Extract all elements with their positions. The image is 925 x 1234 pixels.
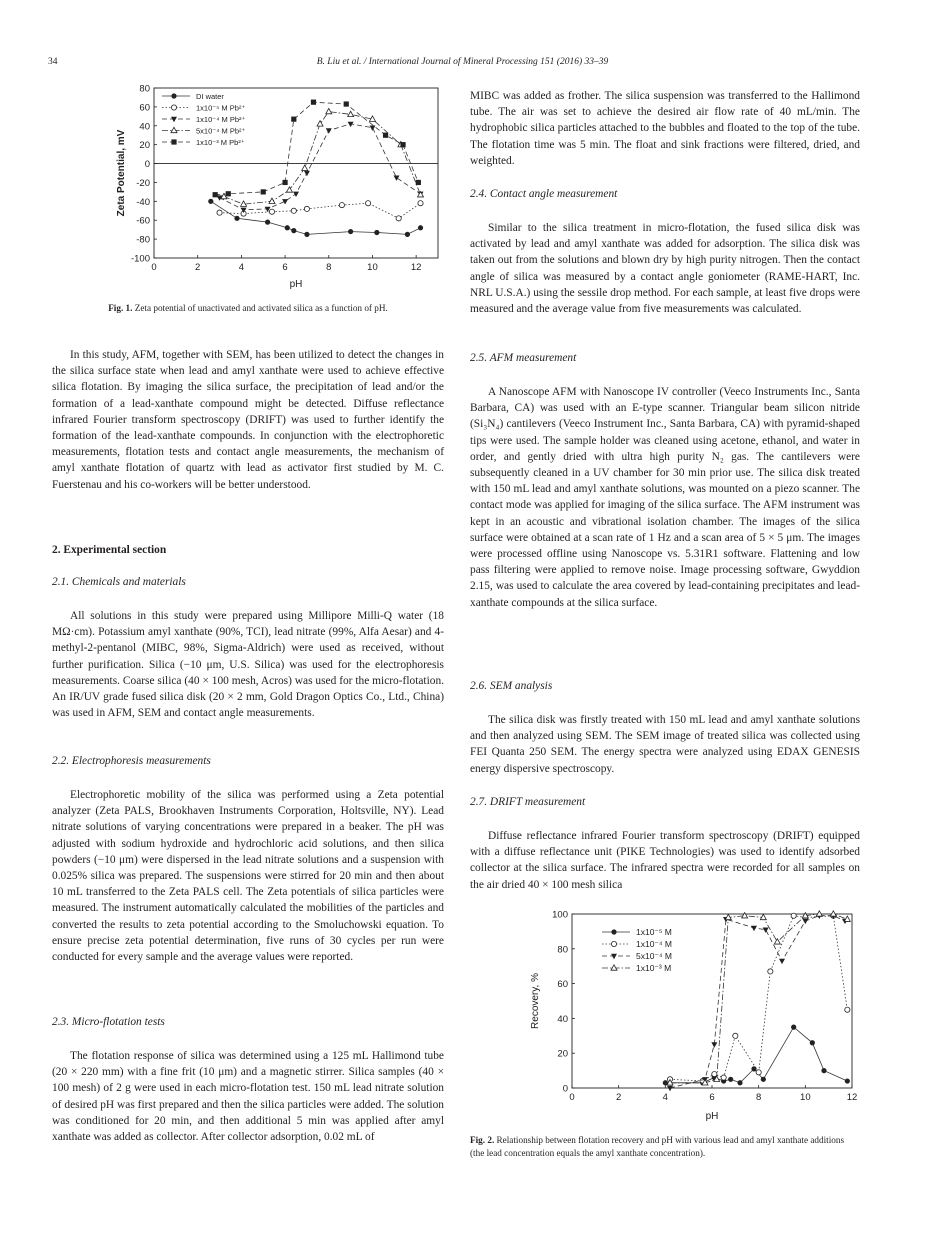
section-2-1-heading: 2.1. Chemicals and materials xyxy=(52,576,186,588)
x-tick-label: 12 xyxy=(846,1092,858,1103)
x-tick-label: 2 xyxy=(616,1092,622,1103)
y-tick-label: 60 xyxy=(139,102,150,114)
series-line xyxy=(220,203,421,218)
legend-label: 5x10⁻⁴ M Pb²⁺ xyxy=(196,126,246,136)
section-2-3-heading: 2.3. Micro-flotation tests xyxy=(52,1016,165,1028)
legend-label: 1x10⁻⁴ M xyxy=(636,939,673,949)
series-line xyxy=(670,916,847,1081)
legend-marker xyxy=(611,941,616,946)
data-point xyxy=(844,916,850,921)
x-tick-label: 8 xyxy=(756,1092,762,1103)
legend-label: 1x10⁻⁵ M xyxy=(636,927,672,937)
data-point xyxy=(816,911,822,916)
figure-2-chart xyxy=(526,906,860,1122)
data-point xyxy=(383,133,388,138)
legend-label: 5x10⁻⁴ M xyxy=(636,951,673,961)
y-axis-label: Zeta Potential, mV xyxy=(116,129,127,217)
data-point xyxy=(213,192,218,197)
data-point xyxy=(845,1007,850,1012)
data-point xyxy=(269,209,274,214)
data-point xyxy=(737,1080,742,1085)
data-point xyxy=(405,232,410,237)
legend-label: 1x10⁻⁵ M Pb²⁺ xyxy=(196,103,246,113)
data-point xyxy=(728,1077,733,1082)
y-axis-label: Recovery, % xyxy=(530,973,541,1029)
data-point xyxy=(667,1086,673,1091)
y-tick-label: 20 xyxy=(557,1048,568,1060)
data-point xyxy=(311,100,316,105)
data-point xyxy=(234,216,239,221)
legend-label: 1x10⁻⁴ M Pb²⁺ xyxy=(196,115,246,124)
data-point xyxy=(261,189,266,194)
x-tick-label: 4 xyxy=(662,1092,668,1103)
section-2-7-paragraph: Diffuse reflectance infrared Fourier transform spectroscopy (DRIFT) equipped with a diffuse reflectance unit (PIKE Technologies) was used to identify adsorbed collector at the silica surface. The infrared spectra were recorded for all samples on the air dried 40 × 100 mesh silica xyxy=(470,830,860,891)
data-point xyxy=(763,927,769,932)
y-tick-label: 80 xyxy=(139,83,150,95)
data-point xyxy=(285,225,290,230)
x-axis-label: pH xyxy=(705,1111,719,1122)
series-3 xyxy=(217,122,424,213)
intro-paragraph: In this study, AFM, together with SEM, has been utilized to detect the changes in the silica surface state when lead and amyl xanthate were used to achieve effective silica flotation. By imaging the silica surface, the precipitation of lead and/or the formation of a lead-xanthate compound might be detected. Diffuse reflectance infrared Fourier transform spectroscopy (DRIFT) was used to further identify the formation of the lead-xanthate compounds. In conjunction with the electrophoretic measurements, flotation tests and contact angle measurements, the mechanism of amyl xanthate flotation of quartz with lead as activator first studied by M. C. Fuerstenau and his co-workers will be better understood. xyxy=(52,349,444,491)
section-2-4-heading: 2.4. Contact angle measurement xyxy=(470,188,618,200)
legend-marker xyxy=(171,139,176,144)
figure-1-caption xyxy=(52,302,444,315)
legend-marker xyxy=(611,954,617,959)
data-point xyxy=(326,128,332,133)
data-point xyxy=(339,203,344,208)
figure-2-caption xyxy=(470,1134,860,1160)
series-line xyxy=(670,916,845,1088)
legend-label: 1x10⁻³ M xyxy=(636,963,672,973)
plot-frame xyxy=(154,88,438,258)
data-point xyxy=(845,1078,850,1083)
series-line xyxy=(220,124,421,210)
data-point xyxy=(810,1040,815,1045)
x-tick-label: 6 xyxy=(709,1092,715,1103)
y-tick-label: 60 xyxy=(557,979,568,991)
data-point xyxy=(791,913,796,918)
data-point xyxy=(369,125,375,130)
data-point xyxy=(774,939,780,944)
section-2-2-heading: 2.2. Electrophoresis measurements xyxy=(52,755,211,767)
y-tick-label: -60 xyxy=(136,215,150,227)
x-tick-label: 0 xyxy=(569,1092,575,1103)
y-tick-label: 0 xyxy=(144,159,150,171)
legend-marker xyxy=(171,105,176,110)
series-1 xyxy=(208,199,423,237)
page-header xyxy=(0,57,925,73)
legend-label: 1x10⁻³ M Pb²⁺ xyxy=(196,138,245,147)
legend-marker xyxy=(171,93,176,98)
data-point xyxy=(344,101,349,106)
x-tick-label: 4 xyxy=(238,262,245,273)
data-point xyxy=(830,911,836,916)
data-point xyxy=(269,198,275,203)
section-2-2-paragraph: Electrophoretic mobility of the silica was performed using a Zeta potential analyzer (Zeta PALS, Brookhaven Instruments Corporation, Holtsville, NY). Lead nitrate solutions of varying concentrations were prepared in a beaker. The pH was adjusted with sodium hydroxide and hydrochloric acid solutions, and then silica powders (−10 μm) were dispersed in the lead nitrate solutions and a suspension with 0.025% silica was prepared. The suspensions were stirred for 20 min and then about 10 mL transferred to the Zeta PALS cell. The Zeta potentials of silica particles were measured. The instrument automatically calculated the mobilities of the particles and converted the results to zeta potential according to the Smoluchowski equation. To ensure precise zeta potential determination, five runs of 30 cycles per run were conducted for every sample and the average values were reported. xyxy=(52,789,444,964)
x-tick-label: 12 xyxy=(410,262,422,273)
y-tick-label: 40 xyxy=(139,121,150,133)
page-number: 34 xyxy=(48,57,58,67)
y-tick-label: 40 xyxy=(557,1013,568,1025)
x-tick-label: 2 xyxy=(195,262,201,273)
data-point xyxy=(393,176,399,181)
legend xyxy=(602,927,672,973)
section-2-4-paragraph: Similar to the silica treatment in micro-flotation, the fused silica disk was activated by lead and amyl xanthate was added for adsorption. The silica disk was taken out from the solutions and blown dry by high purity nitrogen. Then the contact angle of silica was measured by a contact angle goniometer (RAME-HART, Inc. NRL U.S.A.) using the sessile drop method. For each sample, at least five drops were measured and the average value from five measurements was calculated. xyxy=(470,222,860,316)
continued-paragraph: MIBC was added as frother. The silica suspension was transferred to the Hallimond tube. The air was set to achieve the desired air flow rate of 40 mL/min. The hydrophobic silica particles attached to the bubbles and floated to the top of the tube. The flotation time was 5 min. The float and sink fractions were filtered, dried, and weighted. xyxy=(470,90,860,167)
data-point xyxy=(217,210,222,215)
legend-marker xyxy=(171,117,177,122)
data-point xyxy=(304,206,309,211)
figure-1-caption-text: Zeta potential of unactivated and activated silica as a function of pH. xyxy=(134,303,388,313)
data-point xyxy=(802,919,808,924)
data-point xyxy=(302,165,308,170)
data-point xyxy=(304,171,310,176)
data-point xyxy=(711,1042,717,1047)
y-tick-label: -20 xyxy=(136,177,150,189)
section-2-5-heading: 2.5. AFM measurement xyxy=(470,352,577,364)
data-point xyxy=(751,1066,756,1071)
data-point xyxy=(374,230,379,235)
x-tick-label: 8 xyxy=(326,262,332,273)
section-2-7-heading: 2.7. DRIFT measurement xyxy=(470,796,586,808)
data-point xyxy=(291,228,296,233)
data-point xyxy=(768,969,773,974)
y-tick-label: -40 xyxy=(136,196,150,208)
data-point xyxy=(348,111,354,116)
data-point xyxy=(291,117,296,122)
data-point xyxy=(293,192,299,197)
x-tick-label: 10 xyxy=(800,1092,811,1103)
x-axis-label: pH xyxy=(289,279,303,290)
data-point xyxy=(721,1075,726,1080)
section-2-3-paragraph: The flotation response of silica was determined using a 125 mL Hallimond tube (20 × 220 mm) with a fine frit (10 μm) and a magnetic stirrer. Silica samples (40 × 100 mesh) of 2 g were used in each micro-flotation test. 150 mL lead nitrate solution of desired pH was first prepared and then the silica particles were added. The solution was conditioned for 20 min, and then additional 5 min was applied after amyl xanthate was added as collector. After collector adsorption, 0.02 mL of xyxy=(52,1050,444,1144)
series-4 xyxy=(667,911,850,1085)
data-point xyxy=(742,913,748,918)
data-point xyxy=(400,142,405,147)
data-point xyxy=(396,216,401,221)
series-3 xyxy=(667,914,848,1092)
y-tick-label: -80 xyxy=(136,234,150,246)
data-point xyxy=(326,108,332,113)
figure-1-caption-label: Fig. 1. xyxy=(108,303,133,313)
legend-label: DI water xyxy=(196,92,224,101)
x-tick-label: 0 xyxy=(151,262,157,273)
x-tick-label: 6 xyxy=(282,262,288,273)
data-point xyxy=(416,180,421,185)
y-tick-label: 20 xyxy=(139,140,150,152)
data-point xyxy=(348,229,353,234)
data-point xyxy=(712,1071,717,1076)
legend xyxy=(162,92,246,147)
data-point xyxy=(761,1077,766,1082)
section-2-6-paragraph: The silica disk was firstly treated with 150 mL lead and amyl xanthate solutions and then analyzed using SEM. The SEM image of treated silica was collected using FEI Quanta 250 SEM. The energy spectra were analyzed using EDAX GENESIS energy dispersive spectroscopy. xyxy=(470,714,860,775)
y-tick-label: 100 xyxy=(552,909,568,921)
series-1 xyxy=(663,1025,850,1086)
series-4 xyxy=(221,108,424,206)
legend-marker xyxy=(171,127,177,132)
figure-2-caption-label: Fig. 2. xyxy=(470,1135,495,1145)
data-point xyxy=(418,201,423,206)
data-point xyxy=(418,225,423,230)
y-tick-label: -100 xyxy=(130,253,150,265)
data-point xyxy=(265,220,270,225)
data-point xyxy=(365,201,370,206)
running-title: B. Liu et al. / International Journal of Mineral Processing 151 (2016) 33–39 xyxy=(316,57,609,67)
figure-2-caption-text: Relationship between flotation recovery and pH with various lead and amyl xanthate additions (the lead concentration equals the amyl xanthate concentration). xyxy=(470,1135,845,1158)
figure-1-chart xyxy=(114,80,444,290)
data-point xyxy=(756,1070,761,1075)
legend-marker xyxy=(611,965,617,970)
data-point xyxy=(821,1068,826,1073)
data-point xyxy=(791,1025,796,1030)
data-point xyxy=(226,191,231,196)
section-2-6-heading: 2.6. SEM analysis xyxy=(470,680,553,692)
data-point xyxy=(208,199,213,204)
section-2-heading: 2. Experimental section xyxy=(52,544,167,556)
data-point xyxy=(291,208,296,213)
series-2 xyxy=(667,913,850,1084)
data-point xyxy=(779,959,785,964)
y-tick-label: 80 xyxy=(557,944,568,956)
data-point xyxy=(751,926,757,931)
data-point xyxy=(304,232,309,237)
section-2-1-paragraph: All solutions in this study were prepared using Millipore Milli-Q water (18 MΩ·cm). Potassium amyl xanthate (90%, TCI), lead nitrate (99%, Alfa Aesar) and 4-methyl-2-pentanol (MIBC, 98%, Sigma-Aldrich) were used as received, without further purification. Silica (−10 μm, U.S. Silica) was used for the electrophoresis measurements. Coarse silica (40 × 100 mesh, Acros) was used for the micro-flotation. An IR/UV grade fused silica disk (20 × 2 mm, Gold Dragon Optics Co., Ltd., China) was used in AFM, SEM and contact angle measurements. xyxy=(52,610,444,720)
series-line xyxy=(215,102,418,195)
series-line xyxy=(665,1027,847,1083)
legend-marker xyxy=(611,929,616,934)
series-line xyxy=(670,914,847,1083)
data-point xyxy=(733,1033,738,1038)
x-tick-label: 10 xyxy=(367,262,378,273)
data-point xyxy=(282,180,287,185)
section-2-5-paragraph: A Nanoscope AFM with Nanoscope IV controller (Veeco Instruments Inc., Santa Barbara, CA) was used with an E-type scanner. Triangular beam silicon nitride (Si₃N₄) cantilevers (Veeco Instrument Inc., Santa Barbara, CA) with pyramid-shaped tips were used. The sample holder was cleaned using acetone, ethanol, and water in order, and gently dried with ultra high purity N₂ gas. The cantilevers were subsequently cleaned in a UV chamber for 30 min prior use. The silica disk treated with 150 mL lead and amyl xanthate solutions, was mounted on a piezo scanner. The contact mode was applied for imaging of the silica surface. The AFM instrument was kept in an acoustic and vibrational isolation chamber. The images of the silica surface were obtained at a scan rate of 1 Hz and a scan area of 5 × 5 μm. The images were processed offline using Nanoscope vs. 5.31R1 software. Flattening and low pass filtering were applied to remove noise. Image processing software, Gwyddion 2.15, was used to calculate the area covered by lead-containing precipitates and lead-xanthate compounds at the silica surface. xyxy=(470,386,860,609)
plot-frame xyxy=(572,914,852,1088)
y-tick-label: 0 xyxy=(562,1083,568,1095)
